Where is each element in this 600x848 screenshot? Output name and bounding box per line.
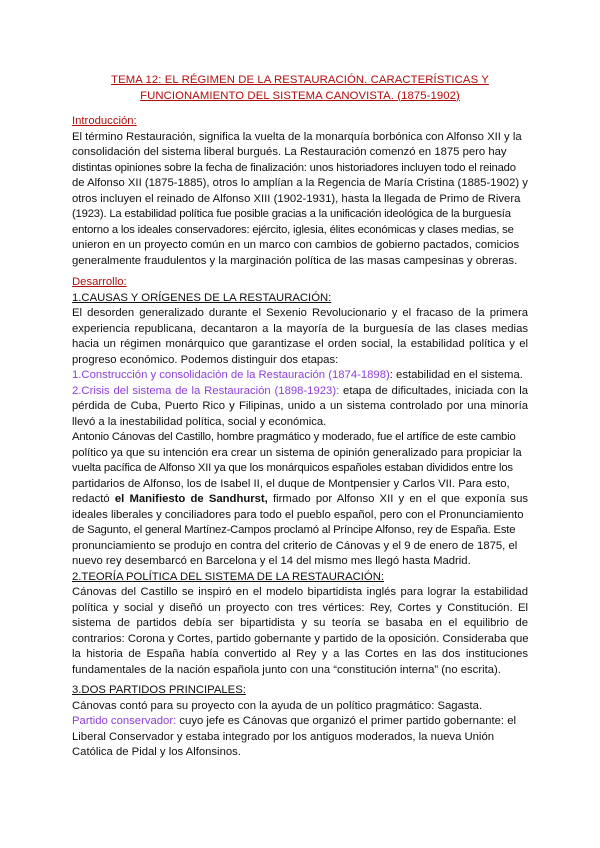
intro-line: consolidación del sistema liberal burgués. La Restauración comenzó en 1875 pero hay	[72, 146, 507, 158]
section2-line: la historia de España había convertido al Rey y a las Cortes en las dos instituciones	[72, 648, 528, 660]
section1-line: vuelta pacífica de Alfonso XII ya que los monárquicos españoles estaban divididos entre los	[72, 462, 513, 474]
party-text: cuyo jefe es Cánovas que organizó el primer partido gobernante: el	[176, 715, 516, 727]
stage1-line	[72, 368, 528, 384]
manifiesto-pre: redactó	[72, 493, 115, 505]
intro-line: de Alfonso XII (1875-1885), otros lo amplían a la Regencia de María Cristina (1885-1902) y	[72, 177, 528, 189]
section2-line: Cánovas del Castillo se inspiró en el modelo bipartidista inglés para lograr la estabilidad	[72, 586, 528, 598]
section1-line: de Sagunto, el general Martínez-Campos proclamó al Príncipe Alfonso, rey de España. Este	[72, 524, 516, 536]
stage2-label: 2.Crisis del sistema de la Restauración (1898-1923):	[72, 385, 340, 397]
section1-line: ideales liberales y conciliadores para todo el pueblo español, pero con el Pronunciamiento	[72, 509, 524, 521]
section1-line: pronunciamiento se produjo en contra del criterio de Cánovas y el 9 de enero de 1875, el	[72, 540, 518, 552]
section2-line: fundamentales de la nación española junto con una “constitución interna” (no escrita).	[72, 664, 501, 676]
stage1-text: : estabilidad en el sistema.	[389, 369, 523, 381]
stage2-line: llevó a la inestabilidad política, social y económica.	[72, 416, 327, 428]
intro-line: entorno a los ideales conservadores: ejército, iglesia, élites económicas y clases medias, se	[72, 224, 514, 236]
section2-line: política y social y diseñó un proyecto con tres vértices: Rey, Cortes y Constitución. El	[72, 602, 528, 614]
section1-line: El desorden generalizado durante el Sexenio Revolucionario y el fracaso de la primera	[72, 307, 528, 319]
party-label: Partido conservador:	[72, 715, 177, 727]
intro-line: unieron en un proyecto común en un marco con cambios de gobierno pactados, comicios	[72, 239, 520, 251]
section1-line: hacia un régimen monárquico que garantizase el orden social, la estabilidad política y el	[72, 338, 528, 350]
intro-line: El término Restauración, significa la vuelta de la monarquía borbónica con Alfonso XII y la	[72, 131, 522, 143]
section3-line: Liberal Conservador y estaba integrado por los antiguos moderados, la nueva Unión	[72, 731, 495, 743]
stage2-line: pérdida de Cuba, Puerto Rico y Filipinas, unido a un sistema controlado por una minoría	[72, 400, 528, 412]
section2-line: sistema de partidos debía ser bipartidista y su teoría se basaba en el equilibrio de	[72, 617, 528, 629]
document-title	[72, 73, 528, 104]
intro-line: generalmente fraudulentos y la marginación política de las masas campesinas y obreras.	[72, 255, 518, 267]
manifiesto-line	[72, 492, 528, 508]
section1-line: nuevo rey desembarcó en Barcelona y el 14 del mismo mes llegó hasta Madrid.	[72, 555, 471, 567]
party-line	[72, 714, 528, 730]
manifiesto-post: firmado por Alfonso XII y en el que exponía sus	[267, 493, 528, 505]
stage1-label: 1.Construcción y consolidación de la Restauración (1874-1898)	[72, 369, 390, 381]
intro-line: (1923). La estabilidad política fue posible gracias a la unificación ideológica de la burguesía	[72, 208, 511, 220]
stage2-text: etapa de dificultades, iniciada con la	[339, 385, 528, 397]
title-line-2: FUNCIONAMIENTO DEL SISTEMA CANOVISTA. (1875-1902)	[140, 89, 460, 102]
section3-line: Cánovas contó para su proyecto con la ayuda de un político pragmático: Sagasta.	[72, 700, 483, 712]
section1-line: experiencia republicana, decantaron a la mayoría de la burguesía de las clases medias	[72, 323, 528, 335]
section1-line: partidarios de Alfonso, los de Isabel II, el duque de Montpensier y Carlos VII. Para esto,	[72, 478, 510, 490]
intro-heading: Introducción:	[72, 115, 137, 127]
section3-heading: 3.DOS PARTIDOS PRINCIPALES:	[72, 684, 246, 696]
section1-heading: 1.CAUSAS Y ORÍGENES DE LA RESTAURACIÓN:	[72, 292, 332, 304]
section1-line: Antonio Cánovas del Castillo, hombre pragmático y moderado, fue el artífice de este cambio	[72, 431, 516, 443]
section2-heading: 2.TEORÍA POLÍTICA DEL SISTEMA DE LA RESTAURACIÓN:	[72, 571, 385, 583]
section1-line: progreso económico. Podemos distinguir dos etapas:	[72, 354, 339, 366]
section1-line: político ya que su intención era crear un sistema de opinión generalizado para propiciar la	[72, 447, 522, 459]
intro-line: distintas opiniones sobre la fecha de finalización: unos historiadores incluyen todo el reinado	[72, 162, 516, 174]
title-line-1: TEMA 12: EL RÉGIMEN DE LA RESTAURACIÓN. CARACTERÍSTICAS Y	[111, 74, 489, 86]
desarrollo-heading: Desarrollo:	[72, 276, 127, 288]
intro-line: otros incluyen el reinado de Alfonso XIII (1902-1931), hasta la llegada de Primo de Rivera	[72, 193, 521, 205]
stage2-line	[72, 384, 528, 400]
section2-line: contrarios: Corona y Cortes, partido gobernante y partido de la oposición. Consideraba que	[72, 633, 529, 645]
section3-line: Católica de Pidal y los Alfonsinos.	[72, 746, 241, 758]
manifiesto-bold: el Manifiesto de Sandhurst,	[114, 493, 268, 505]
